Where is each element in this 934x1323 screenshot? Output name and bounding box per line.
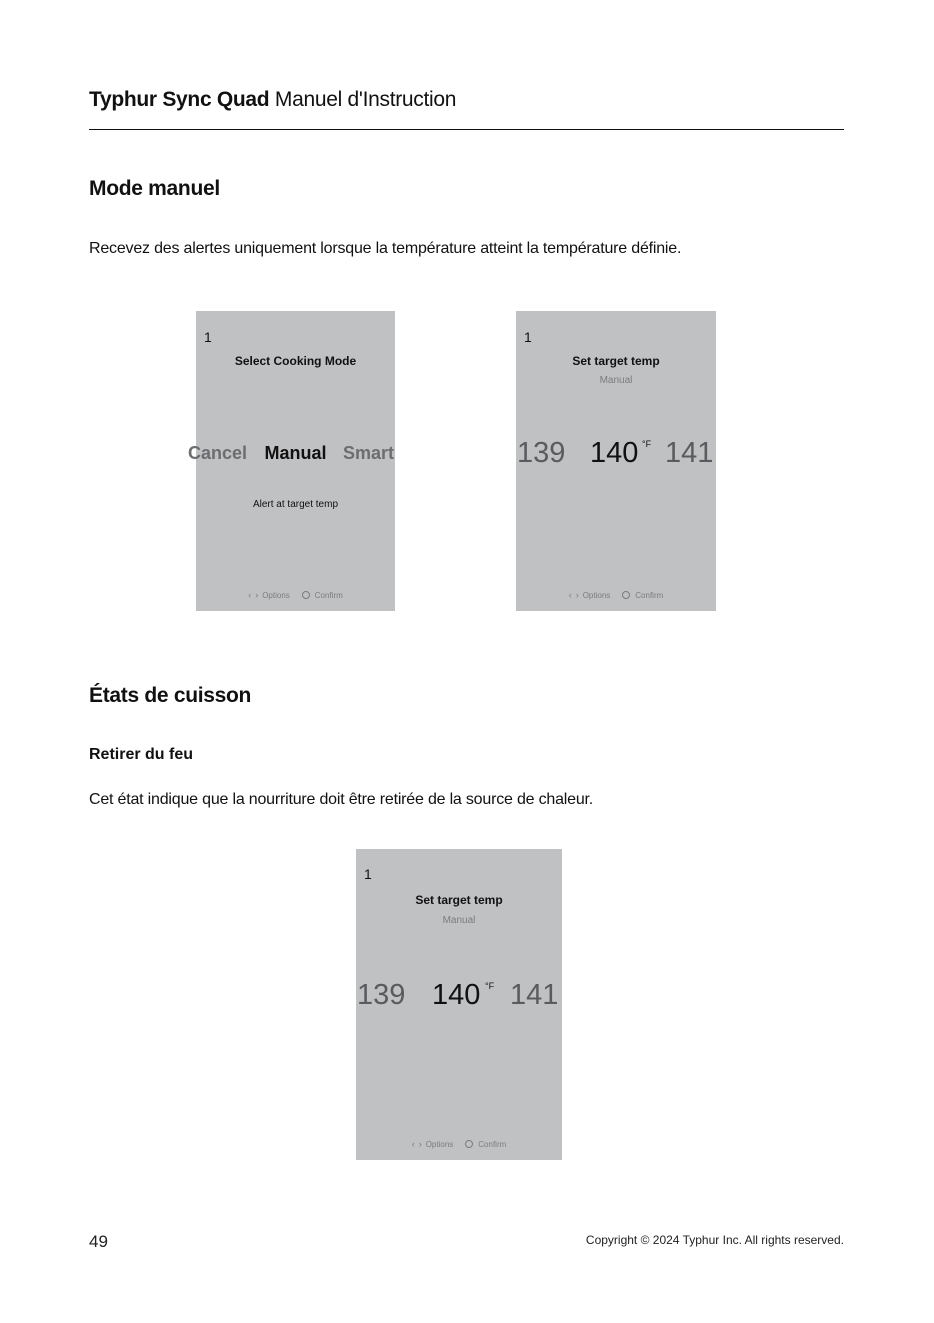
temp-option-next: 141 <box>510 979 559 1011</box>
temperature-picker <box>356 979 562 1015</box>
temp-option-previous: 139 <box>357 979 406 1011</box>
chevron-right-icon: › <box>418 1139 422 1149</box>
mode-carousel <box>187 443 395 467</box>
mode-option-cancel: Cancel <box>187 443 247 463</box>
subsection-description-remove-heat: Cet état indique que la nourriture doit être retirée de la source de chaleur. <box>89 791 594 808</box>
screen-subtitle: Manual <box>599 375 633 386</box>
options-hint: Options <box>425 1139 454 1149</box>
probe-number: 1 <box>364 866 372 882</box>
copyright-notice: Copyright © 2024 Typhur Inc. All rights reserved. <box>585 1233 844 1247</box>
screen-title: Set target temp <box>572 354 660 368</box>
screen-title: Select Cooking Mode <box>234 354 357 368</box>
confirm-hint: Confirm <box>478 1139 507 1149</box>
screen-subtitle: Manual <box>442 915 476 926</box>
probe-number: 1 <box>204 329 212 345</box>
mode-description: Alert at target temp <box>252 499 339 510</box>
temp-option-current: 140 <box>432 979 481 1011</box>
screen-footer-hints <box>516 588 716 602</box>
probe-number: 1 <box>524 329 532 345</box>
temp-option-next: 141 <box>665 437 714 469</box>
circle-button-icon <box>302 591 310 599</box>
chevron-left-icon: ‹ <box>411 1139 415 1149</box>
page-header <box>89 88 844 112</box>
circle-button-icon <box>465 1140 473 1148</box>
temp-option-current: 140 <box>590 437 639 469</box>
confirm-hint: Confirm <box>314 590 343 600</box>
subsection-heading-remove-heat: Retirer du feu <box>89 746 194 763</box>
section-heading-manual-mode: Mode manuel <box>89 177 220 200</box>
device-screen-select-mode <box>187 311 395 611</box>
confirm-hint: Confirm <box>635 590 664 600</box>
screen-footer-hints <box>196 588 395 602</box>
section-heading-cooking-states: États de cuisson <box>89 684 252 707</box>
device-screen-set-temp <box>516 311 716 611</box>
section-description-manual-mode: Recevez des alertes uniquement lorsque la température atteint la température définie. <box>89 240 682 257</box>
chevron-left-icon: ‹ <box>248 590 252 600</box>
document-title: Manuel d'Instruction <box>274 88 457 111</box>
brand-name: Typhur Sync Quad <box>89 88 270 111</box>
temp-option-previous: 139 <box>517 437 566 469</box>
screen-footer-hints <box>356 1137 562 1151</box>
header-divider <box>89 129 844 130</box>
device-screen-remove-heat <box>356 849 562 1160</box>
mode-option-smart: Smart <box>343 443 395 463</box>
screen-title: Set target temp <box>415 893 503 907</box>
temp-unit: °F <box>485 981 495 991</box>
mode-option-manual: Manual <box>264 443 327 463</box>
temperature-picker <box>516 437 716 473</box>
chevron-right-icon: › <box>255 590 259 600</box>
chevron-left-icon: ‹ <box>568 590 572 600</box>
options-hint: Options <box>582 590 611 600</box>
page-number: 49 <box>89 1232 108 1251</box>
chevron-right-icon: › <box>575 590 579 600</box>
temp-unit: °F <box>642 439 652 449</box>
circle-button-icon <box>622 591 630 599</box>
options-hint: Options <box>262 590 290 600</box>
